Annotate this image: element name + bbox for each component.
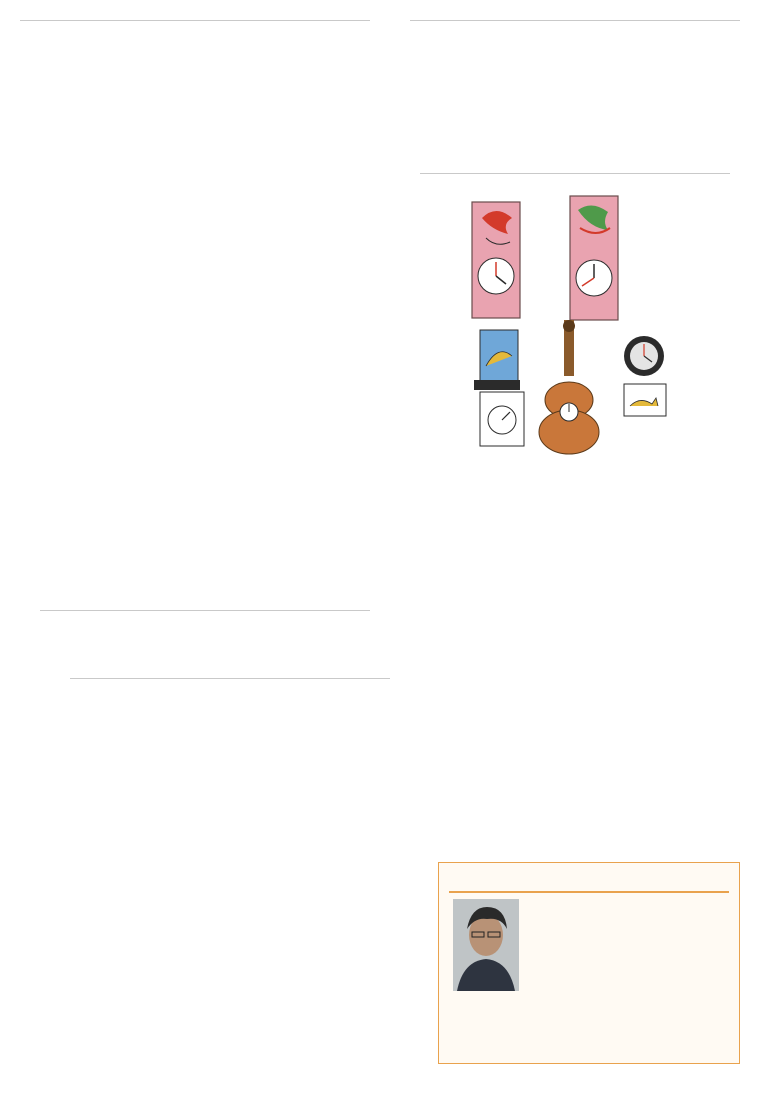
divider: [20, 20, 370, 21]
dragon-clock-sketch-left: [472, 202, 520, 318]
divider: [70, 678, 390, 679]
divider: [40, 610, 370, 611]
profile-title-underline: [449, 891, 729, 893]
divider: [420, 173, 730, 174]
dragon-clock-sketch-right: [570, 196, 618, 320]
dog-clock-sketch: [624, 336, 666, 416]
clock-sketch-illustration: [452, 180, 672, 470]
divider: [410, 20, 740, 21]
guitar-clock-sketch: [539, 320, 599, 454]
author-photo: [453, 899, 519, 991]
bird-clock-sketch: [474, 330, 524, 446]
profile-box: [438, 862, 740, 1064]
